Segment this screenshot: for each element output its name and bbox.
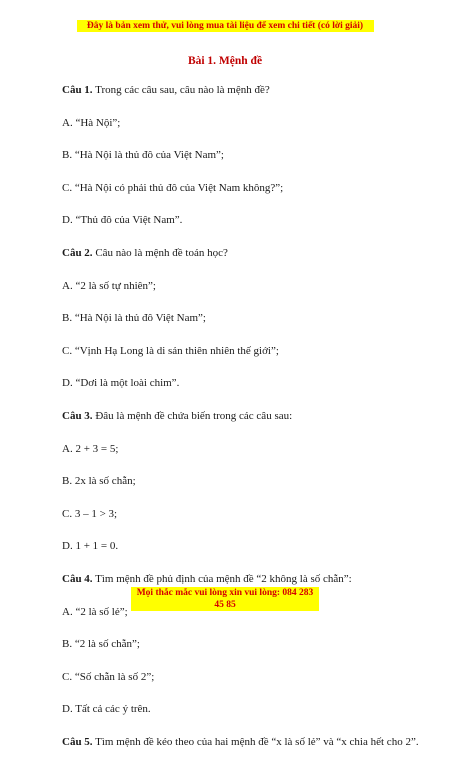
question-text: Câu nào là mệnh đề toán học? <box>92 246 228 259</box>
option-d: D. “Dơi là một loài chim”. <box>62 377 180 390</box>
question-label: Câu 1. <box>62 84 93 96</box>
question-5 <box>62 735 419 749</box>
option-c: C. “Số chẵn là số 2”; <box>62 670 155 683</box>
preview-notice-banner: Đây là bản xem thử, vui lòng mua tài liệu để xem chi tiết (có lời giải) <box>77 20 374 32</box>
option-a: A. “2 là số lẻ”; <box>62 605 128 618</box>
option-a: A. “Hà Nội”; <box>62 116 121 129</box>
option-c: C. “Vịnh Hạ Long là di sản thiên nhiên thế giới”; <box>62 344 279 357</box>
question-text: Tìm mệnh đề kéo theo của hai mệnh đề “x là số lẻ” và “x chia hết cho 2”. <box>92 735 419 748</box>
question-text: Tìm mệnh đề phủ định của mệnh đề “2 không là số chẵn”: <box>92 572 352 585</box>
question-1 <box>62 83 392 97</box>
question-label: Câu 4. <box>62 572 93 585</box>
question-label: Câu 2. <box>62 246 93 259</box>
option-b: B. “2 là số chẵn”; <box>62 638 140 651</box>
option-a: A. 2 + 3 = 5; <box>62 442 119 455</box>
lesson-title: Bài 1. Mệnh đề <box>187 55 263 67</box>
option-c: C. 3 – 1 > 3; <box>62 507 118 520</box>
option-d: D. Tất cả các ý trên. <box>62 703 151 716</box>
option-d: D. 1 + 1 = 0. <box>62 540 119 553</box>
question-3 <box>62 409 392 423</box>
option-d: D. “Thủ đô của Việt Nam”. <box>62 214 183 227</box>
option-c: C. “Hà Nội có phải thủ đô của Việt Nam không?”; <box>62 181 284 194</box>
question-text: Đâu là mệnh đề chứa biến trong các câu sau: <box>92 409 293 422</box>
question-4 <box>62 572 392 586</box>
option-b: B. 2x là số chẵn; <box>62 475 136 488</box>
question-label: Câu 3. <box>62 409 93 422</box>
question-label: Câu 5. <box>62 735 93 748</box>
question-text: Trong các câu sau, câu nào là mệnh đề? <box>92 84 270 96</box>
question-2 <box>62 246 392 260</box>
option-b: B. “Hà Nội là thủ đô Việt Nam”; <box>62 312 206 325</box>
question-list <box>62 83 419 767</box>
contact-banner: Mọi thắc mắc vui lòng xin vui lòng: 084 283 45 85 <box>131 587 319 611</box>
option-a: A. “2 là số tự nhiên”; <box>62 279 156 292</box>
option-b: B. “Hà Nội là thủ đô của Việt Nam”; <box>62 149 224 162</box>
